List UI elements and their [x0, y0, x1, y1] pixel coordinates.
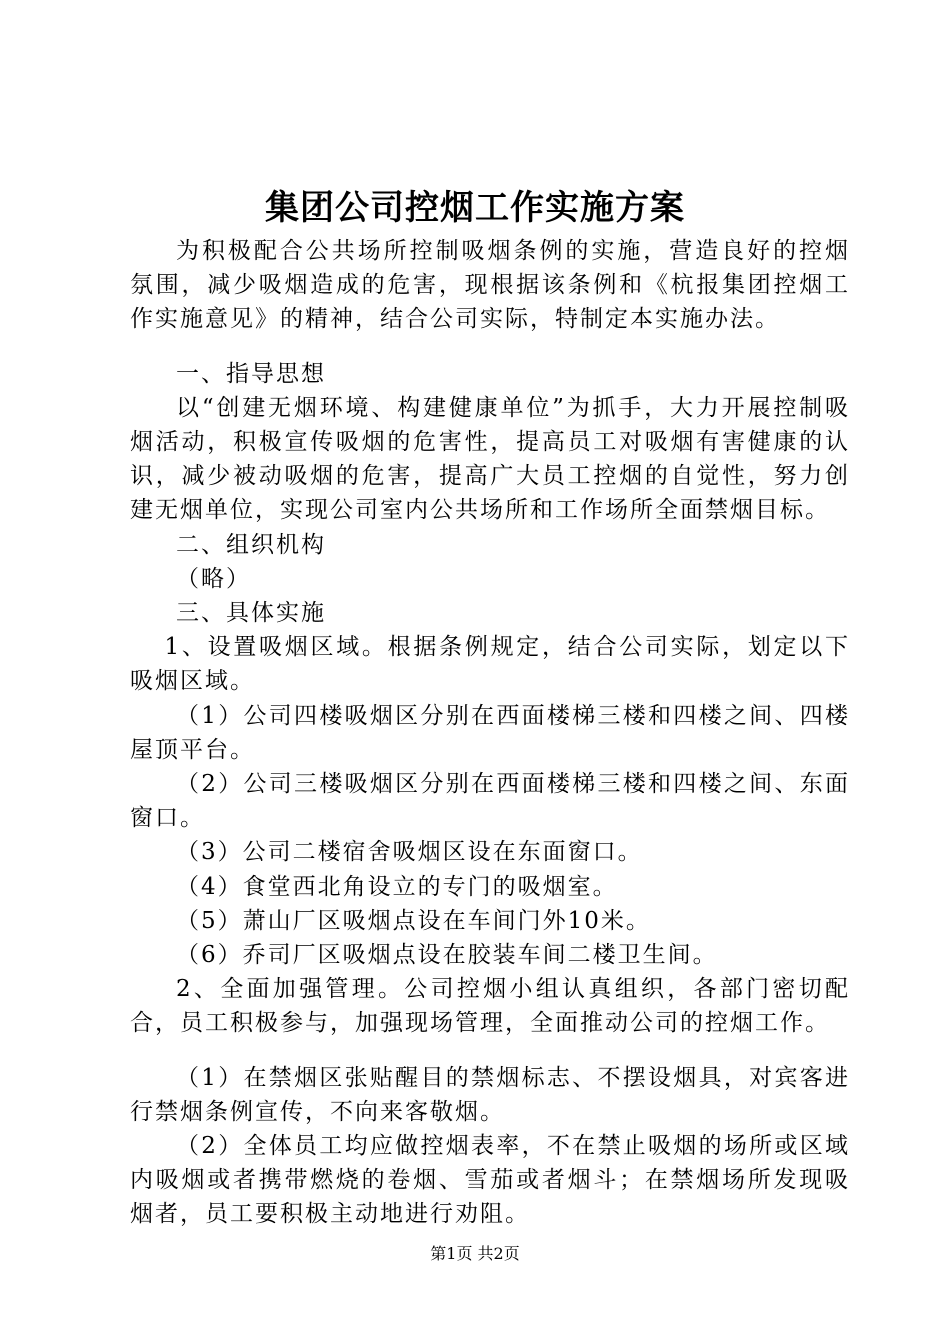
smoking-area-item-4: （4）食堂西北角设立的专门的吸烟室。: [176, 873, 618, 900]
paragraph-gap: [130, 1041, 850, 1061]
paragraph-gap: [130, 337, 850, 357]
section-heading-organization: 二、组织机构: [176, 531, 326, 558]
section-heading-guiding-thought: 一、指导思想: [176, 360, 326, 387]
smoking-area-item-5: （5）萧山厂区吸烟点设在车间门外10米。: [176, 907, 651, 934]
smoking-area-item-1: （1）公司四楼吸烟区分别在西面楼梯三楼和四楼之间、四楼屋顶平台。: [130, 702, 850, 763]
document-body: [130, 234, 850, 1232]
guiding-thought-paragraph: 以“创建无烟环境、构建健康单位”为抓手，大力开展控制吸烟活动，积极宣传吸烟的危害性，提高员工对吸烟有害健康的认识，减少被动吸烟的危害，提高广大员工控烟的自觉性，努力创建无烟单位，实现公司室内公共场所和工作场所全面禁烟目标。: [130, 394, 850, 524]
smoking-area-item-2: （2）公司三楼吸烟区分别在西面楼梯三楼和四楼之间、东面窗口。: [130, 771, 850, 832]
intro-paragraph: 为积极配合公共场所控制吸烟条例的实施，营造良好的控烟氛围，减少吸烟造成的危害，现根据该条例和《杭报集团控烟工作实施意见》的精神，结合公司实际，特制定本实施办法。: [130, 238, 850, 333]
organization-paragraph: （略）: [176, 565, 251, 592]
implementation-item-1: 1、设置吸烟区域。根据条例规定，结合公司实际，划定以下吸烟区域。: [130, 634, 850, 695]
management-item-2: （2）全体员工均应做控烟表率，不在禁止吸烟的场所或区域内吸烟或者携带燃烧的卷烟、雪茄或者烟斗；在禁烟场所发现吸烟者，员工要积极主动地进行劝阻。: [130, 1133, 850, 1228]
smoking-area-item-6: （6）乔司厂区吸烟点设在胶装车间二楼卫生间。: [176, 942, 718, 969]
smoking-area-item-3: （3）公司二楼宿舍吸烟区设在东面窗口。: [176, 839, 643, 866]
document-title: 集团公司控烟工作实施方案: [265, 188, 685, 228]
page-footer: 第1页 共2页: [430, 1244, 520, 1263]
management-item-1: （1）在禁烟区张贴醒目的禁烟标志、不摆设烟具，对宾客进行禁烟条例宣传，不向来客敬烟。: [130, 1064, 850, 1125]
section-heading-implementation: 三、具体实施: [176, 600, 326, 627]
implementation-item-2: 2、全面加强管理。公司控烟小组认真组织，各部门密切配合，员工积极参与，加强现场管理，全面推动公司的控烟工作。: [130, 976, 850, 1037]
